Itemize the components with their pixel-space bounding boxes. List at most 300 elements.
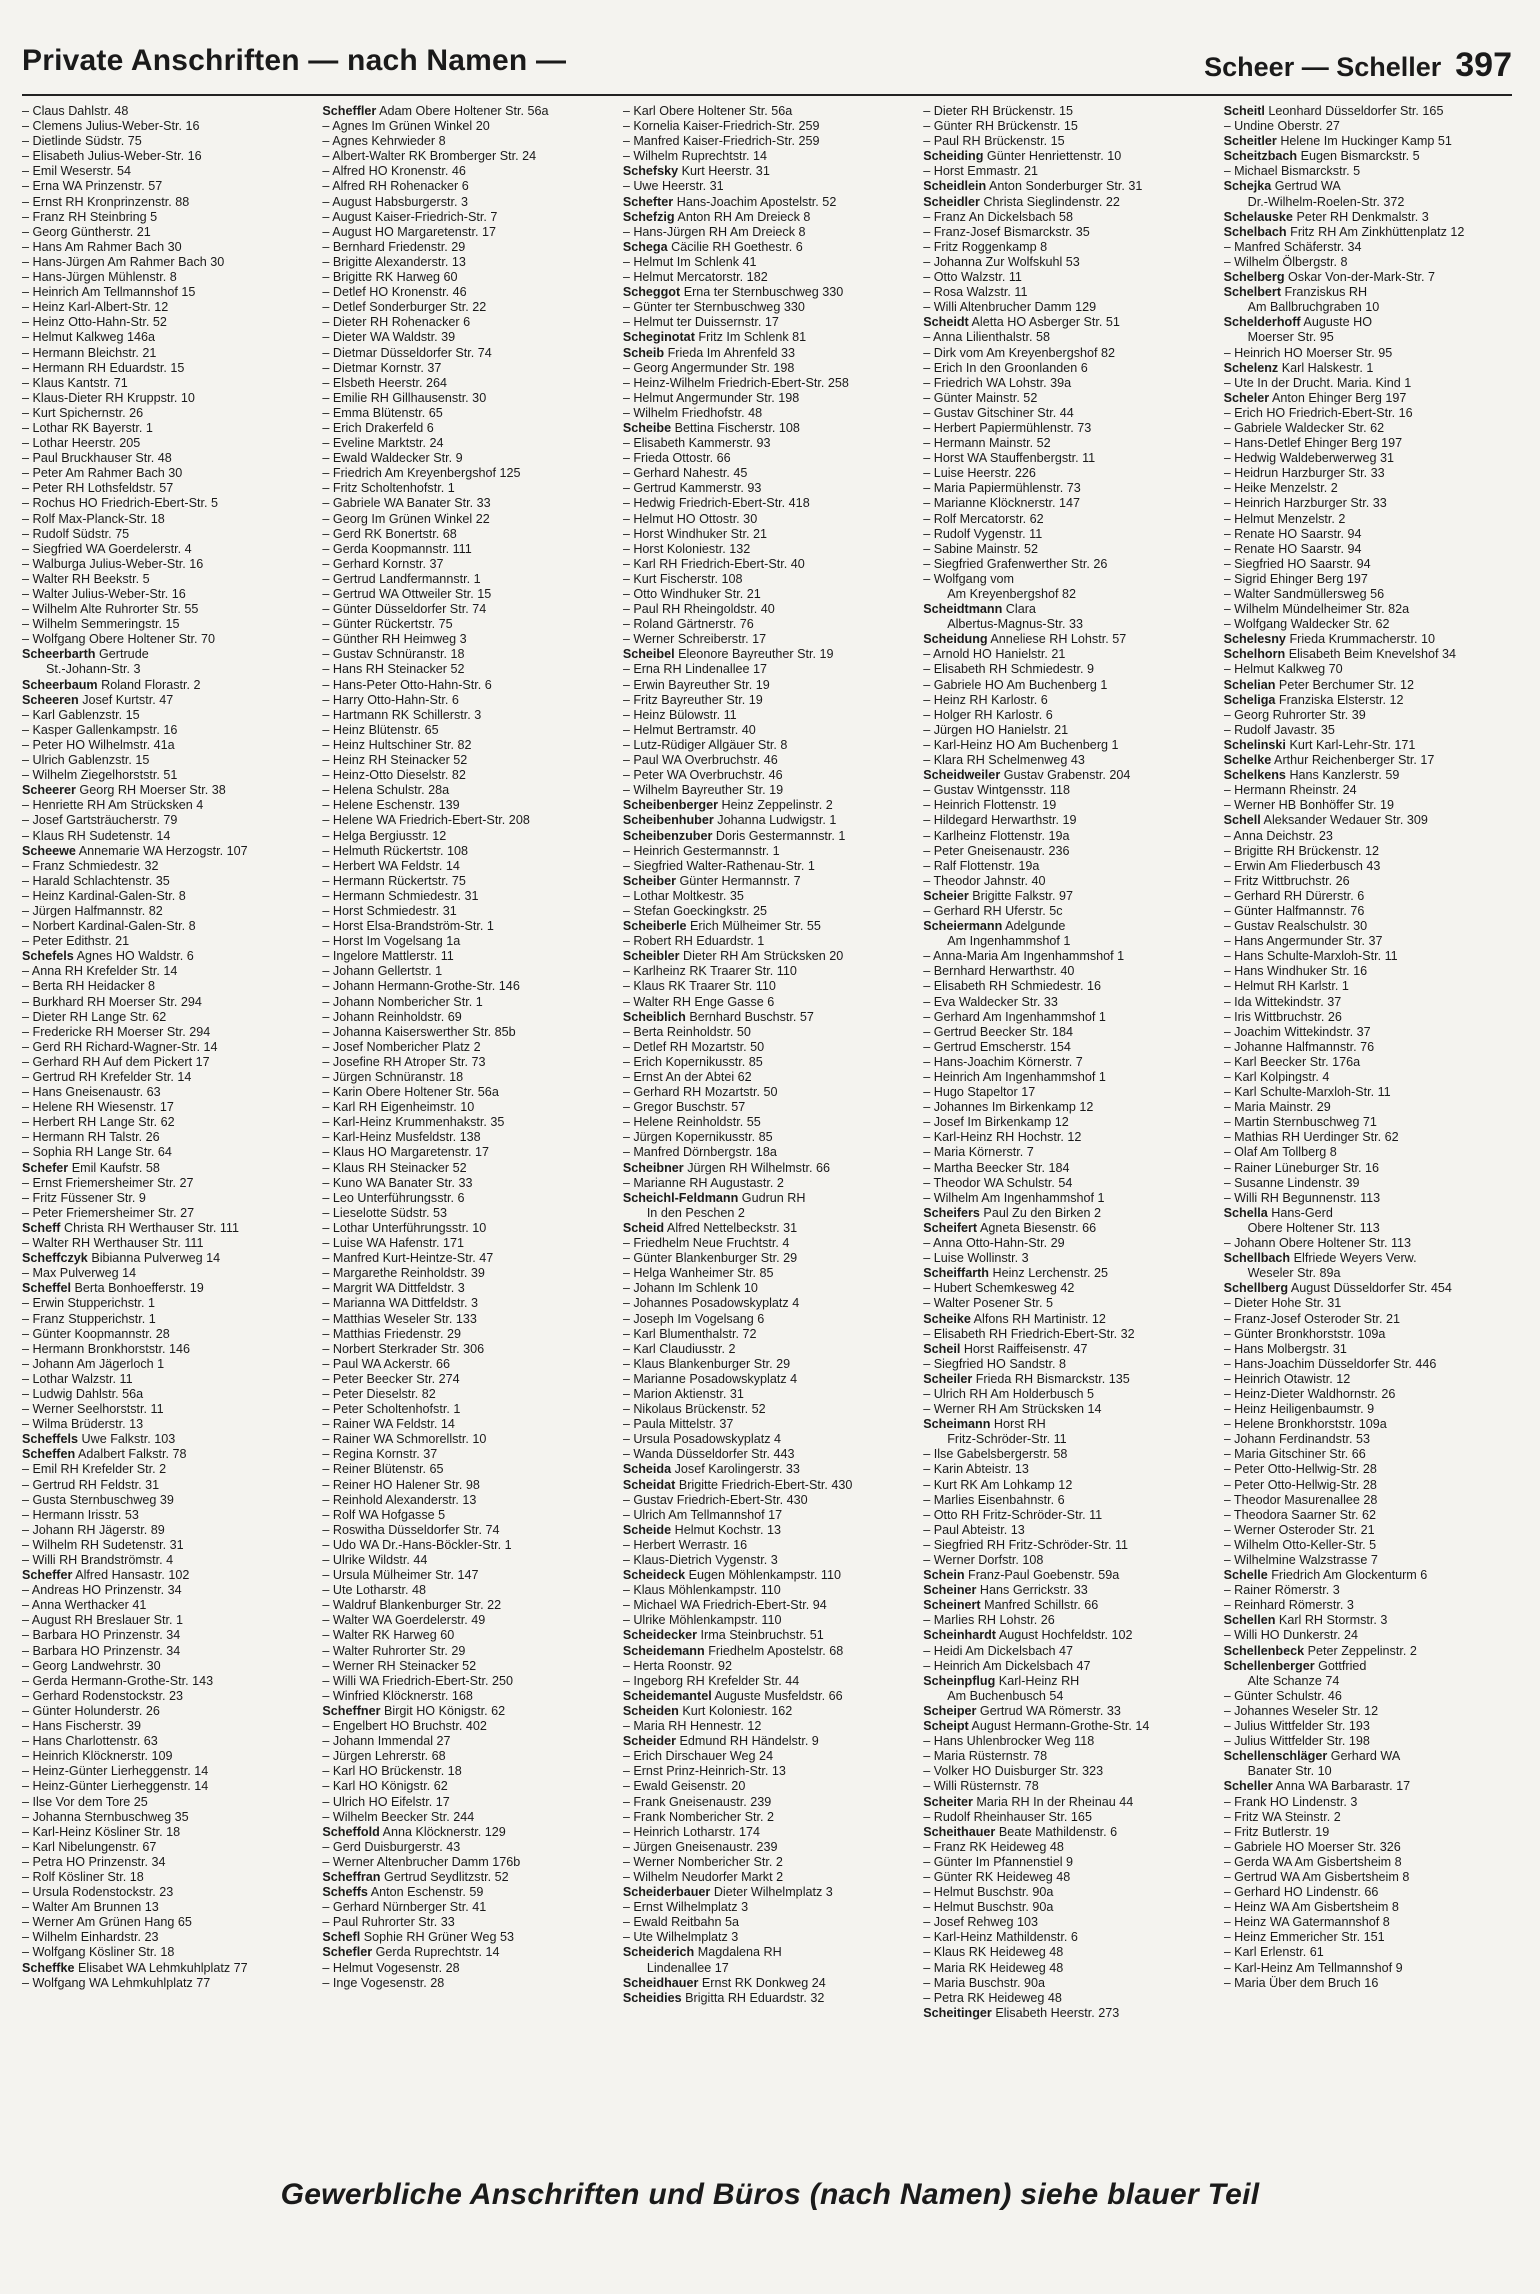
directory-entry: [1224, 723, 1518, 738]
entry-text: – Johannes Posadowskyplatz 4: [622, 1296, 800, 1311]
directory-column-3: [623, 104, 917, 2140]
entry-text: – Jürgen Halfmannstr. 82: [22, 903, 163, 918]
entry-text: – Maria Buschstr. 90a: [923, 1975, 1046, 1990]
entry-text: – Wilhelm Bayreuther Str. 19: [622, 783, 784, 798]
entry-text: – Georg Im Grünen Winkel 22: [322, 511, 490, 526]
entry-text: – Robert RH Eduardstr. 1: [622, 934, 765, 949]
directory-entry: [623, 1900, 917, 1915]
directory-entry: [1224, 1825, 1518, 1840]
directory-entry: [22, 1734, 316, 1749]
entry-text: – Wilhelm Neudorfer Markt 2: [622, 1869, 784, 1884]
entry-text: – Peter Otto-Hellwig-Str. 28: [1223, 1477, 1377, 1492]
entry-text: Brigitte Friedrich-Ebert-Str. 430: [678, 1477, 853, 1492]
entry-text: – Paul RH Rheingoldstr. 40: [622, 602, 775, 617]
directory-entry: [322, 723, 616, 738]
entry-text: Franziskus RH: [1284, 285, 1368, 300]
surname: Scheidies: [622, 1990, 682, 2005]
surname: Scheiderich: [622, 1945, 695, 1960]
entry-text: Agneta Biesenstr. 66: [979, 1220, 1097, 1235]
directory-entry: [22, 1945, 316, 1960]
surname: Scheike: [923, 1311, 971, 1326]
entry-text: – Hildegard Herwarthstr. 19: [923, 813, 1077, 828]
entry-text: – Hermann Rheinstr. 24: [1223, 783, 1357, 798]
entry-text: – Erwin Stupperichstr. 1: [22, 1296, 155, 1311]
surname: Scheid: [622, 1220, 665, 1235]
surname-entry: [923, 1674, 1217, 1689]
entry-text: – Klaus Kantstr. 71: [22, 375, 128, 390]
entry-text: – Ulrich HO Eifelstr. 17: [322, 1794, 450, 1809]
directory-entry: [623, 1447, 917, 1462]
entry-text: – Wilhelm Friedhofstr. 48: [622, 405, 763, 420]
entry-text: – Frieda Ottostr. 66: [622, 451, 731, 466]
entry-text: – Wilhelm Einhardstr. 23: [22, 1930, 159, 1945]
directory-entry: [923, 1810, 1217, 1825]
surname: Schella: [1223, 1205, 1268, 1220]
entry-text: – Dirk vom Am Kreyenbergshof 82: [923, 345, 1116, 360]
entry-text: – Maria Rüsternstr. 78: [923, 1749, 1048, 1764]
entry-text: Bettina Fischerstr. 108: [674, 420, 800, 435]
directory-entry: [22, 1523, 316, 1538]
entry-text: Peter Zeppelinstr. 2: [1307, 1643, 1417, 1658]
directory-entry: [322, 602, 616, 617]
directory-entry: [623, 964, 917, 979]
directory-entry: [1224, 934, 1518, 949]
directory-entry: [623, 119, 917, 134]
entry-text: – Hans Gneisenaustr. 63: [22, 1085, 161, 1100]
directory-entry: [322, 1598, 616, 1613]
surname: Scheffels: [22, 1432, 78, 1447]
entry-text: Anton Ehinger Berg 197: [1271, 390, 1407, 405]
directory-entry: [322, 829, 616, 844]
directory-entry: [923, 436, 1217, 451]
directory-entry: [923, 406, 1217, 421]
directory-entry: [923, 1478, 1217, 1493]
directory-entry: [322, 361, 616, 376]
entry-text: – Ulrich RH Am Holderbusch 5: [923, 1386, 1094, 1401]
entry-text: – Albert-Walter RK Bromberger Str. 24: [322, 149, 537, 164]
directory-entry: [923, 783, 1217, 798]
entry-text: Horst RH: [993, 1417, 1046, 1432]
entry-text: Alfred Hansastr. 102: [75, 1568, 190, 1583]
directory-entry: [1224, 1900, 1518, 1915]
entry-text: – Hans Schulte-Marxloh-Str. 11: [1223, 949, 1398, 964]
directory-entry: [322, 1266, 616, 1281]
directory-entry: [1224, 164, 1518, 179]
surname-entry: [1224, 391, 1518, 406]
directory-entry: [623, 904, 917, 919]
entry-text: – Walter RH Werthauser Str. 111: [22, 1236, 204, 1251]
surname-entry: [623, 1991, 917, 2006]
entry-text: Elisabeth Heerstr. 273: [995, 2005, 1120, 2020]
directory-entry: [623, 255, 917, 270]
entry-text: – Brigitte RK Harweg 60: [322, 270, 458, 285]
entry-text: – Paula Mittelstr. 37: [622, 1417, 734, 1432]
entry-text: – Jürgen Gneisenaustr. 239: [622, 1839, 778, 1854]
entry-text: – Manfred Dörnbergstr. 18a: [622, 1145, 777, 1160]
entry-text: Obere Holtener Str. 113: [1247, 1220, 1380, 1235]
entry-text: – Gabriele HO Am Buchenberg 1: [923, 677, 1108, 692]
directory-entry: [322, 1085, 616, 1100]
entry-text: – Bernhard Herwarthstr. 40: [923, 964, 1075, 979]
directory-entry: [923, 1915, 1217, 1930]
entry-text: – Hermann RH Talstr. 26: [22, 1130, 160, 1145]
entry-text: – Friedrich WA Lohstr. 39a: [923, 375, 1072, 390]
surname: Schellenschläger: [1223, 1749, 1328, 1764]
surname-entry: [1224, 210, 1518, 225]
entry-text: – Herta Roonstr. 92: [622, 1658, 733, 1673]
directory-entry: [322, 1145, 616, 1160]
directory-entry: [1224, 889, 1518, 904]
directory-entry: [1224, 1447, 1518, 1462]
surname-entry: [623, 1161, 917, 1176]
entry-text: Frieda Im Ahrenfeld 33: [667, 345, 796, 360]
entry-text: – Maria RK Heideweg 48: [923, 1960, 1064, 1975]
entry-text: – Gerhard RH Auf dem Pickert 17: [22, 1054, 210, 1069]
surname: Schellenberger: [1223, 1658, 1315, 1673]
directory-entry: [322, 708, 616, 723]
entry-text: – Matthias Friedenstr. 29: [322, 1326, 462, 1341]
entry-text: – Berta Reinholdstr. 50: [622, 1024, 751, 1039]
entry-text: – Olaf Am Tollberg 8: [1223, 1145, 1337, 1160]
directory-entry: [923, 466, 1217, 481]
entry-text: – Günter ter Sternbuschweg 330: [622, 300, 805, 315]
entry-text: – Rainer Römerstr. 3: [1223, 1583, 1340, 1598]
entry-text: – Johanna Zur Wolfskuhl 53: [923, 254, 1080, 269]
entry-text: – Heidi Am Dickelsbach 47: [923, 1643, 1074, 1658]
directory-entry: [923, 1070, 1217, 1085]
entry-text: – Peter RH Lothsfeldstr. 57: [22, 481, 174, 496]
directory-entry: [22, 1628, 316, 1643]
surname-entry: [623, 813, 917, 828]
entry-text: – Renate HO Saarstr. 94: [1223, 541, 1362, 556]
entry-text: – Helmut Vogesenstr. 28: [322, 1960, 460, 1975]
entry-text: – Erna RH Lindenallee 17: [622, 662, 768, 677]
entry-text: – Detlef HO Kronenstr. 46: [322, 285, 467, 300]
entry-text: Hans-Gerd: [1271, 1205, 1333, 1220]
entry-text: – Werner Schreiberstr. 17: [622, 632, 767, 647]
surname: Scheithauer: [923, 1824, 996, 1839]
section-title: Private Anschriften — nach Namen —: [22, 44, 567, 77]
directory-entry: [22, 527, 316, 542]
entry-text: – Hedwig Waldeberwerweg 31: [1223, 451, 1394, 466]
directory-entry: [1224, 904, 1518, 919]
entry-text: – Jürgen Lehrerstr. 68: [322, 1749, 446, 1764]
entry-text: Adelgunde: [1005, 919, 1066, 934]
directory-entry: [322, 406, 616, 421]
surname-entry: [1224, 1251, 1518, 1266]
entry-text: – Helmut RH Karlstr. 1: [1223, 979, 1349, 994]
entry-text: – Walter Sandmüllersweg 56: [1223, 587, 1385, 601]
directory-entry: [923, 753, 1217, 768]
entry-text: – Kasper Gallenkampstr. 16: [22, 722, 178, 737]
entry-text: Erich Mülheimer Str. 55: [690, 919, 821, 934]
directory-entry: [322, 738, 616, 753]
entry-text: – Erich Dirschauer Weg 24: [622, 1749, 774, 1764]
entry-text: – Johann Obere Holtener Str. 113: [1223, 1236, 1412, 1251]
surname: Scheginotat: [622, 330, 695, 345]
surname-entry: [923, 1206, 1217, 1221]
surname: Scheitl: [1223, 104, 1265, 118]
surname-entry: [623, 1191, 917, 1206]
directory-entry: [923, 527, 1217, 542]
entry-text: – Werner Nombericher Str. 2: [622, 1854, 783, 1869]
entry-text: – Detlef RH Mozartstr. 50: [622, 1039, 765, 1054]
directory-entry: [322, 979, 616, 994]
entry-text: – Maria Gitschiner Str. 66: [1223, 1447, 1366, 1462]
directory-entry: [1224, 1462, 1518, 1477]
entry-text: Gerda Ruprechtstr. 14: [375, 1945, 500, 1960]
entry-text: Maria RH In der Rheinau 44: [976, 1794, 1134, 1809]
entry-text: – Peter HO Wilhelmstr. 41a: [22, 737, 175, 752]
entry-text: – Rolf WA Hofgasse 5: [322, 1507, 446, 1522]
entry-text: Auguste HO: [1303, 315, 1373, 330]
directory-entry: [322, 647, 616, 662]
entry-continuation: [923, 587, 1217, 602]
entry-text: – Rainer WA Feldstr. 14: [322, 1417, 455, 1432]
entry-text: – Gabriele Waldecker Str. 62: [1223, 420, 1385, 435]
entry-text: – Nikolaus Brückenstr. 52: [622, 1402, 766, 1417]
directory-entry: [22, 557, 316, 572]
surname-entry: [22, 1432, 316, 1447]
surname-entry: [623, 1945, 917, 1960]
directory-entry: [22, 708, 316, 723]
surname: Scheiding: [923, 149, 984, 164]
entry-text: – Paul WA Ackerstr. 66: [322, 1356, 451, 1371]
directory-entry: [22, 1100, 316, 1115]
entry-text: – Reinhard Römerstr. 3: [1223, 1598, 1354, 1613]
directory-entry: [22, 1870, 316, 1885]
entry-text: – Johann Ferdinandstr. 53: [1223, 1432, 1370, 1447]
directory-entry: [923, 481, 1217, 496]
directory-entry: [22, 376, 316, 391]
directory-entry: [322, 1100, 616, 1115]
directory-entry: [322, 134, 616, 149]
directory-entry: [322, 391, 616, 406]
directory-entry: [923, 542, 1217, 557]
entry-text: Cäcilie RH Goethestr. 6: [671, 239, 803, 254]
directory-entry: [1224, 542, 1518, 557]
directory-entry: [923, 1840, 1217, 1855]
directory-entry: [322, 285, 616, 300]
directory-entry: [623, 889, 917, 904]
surname-entry: [22, 949, 316, 964]
entry-text: – Heinrich Am Dickelsbach 47: [923, 1658, 1091, 1673]
directory-entry: [1224, 1327, 1518, 1342]
directory-entry: [1224, 1870, 1518, 1885]
directory-entry: [623, 1055, 917, 1070]
entry-text: – Johannes Weseler Str. 12: [1223, 1703, 1379, 1718]
directory-entry: [1224, 1704, 1518, 1719]
directory-entry: [923, 1961, 1217, 1976]
entry-text: Franziska Elsterstr. 12: [1278, 692, 1404, 707]
entry-text: Emil Kaufstr. 58: [71, 1160, 160, 1175]
directory-entry: [1224, 1689, 1518, 1704]
entry-text: – Josef Im Birkenkamp 12: [923, 1115, 1069, 1130]
directory-entry: [322, 693, 616, 708]
surname: Scheiter: [923, 1794, 973, 1809]
surname: Scheerer: [22, 783, 76, 798]
entry-text: – Johann Hermann-Grothe-Str. 146: [322, 979, 520, 994]
directory-entry: [322, 1915, 616, 1930]
entry-text: Gertrud WA Römerstr. 33: [979, 1703, 1121, 1718]
directory-entry: [923, 1991, 1217, 2006]
entry-text: – Peter Gneisenaustr. 236: [923, 843, 1070, 858]
entry-text: – Günter Schulstr. 46: [1223, 1688, 1342, 1703]
entry-text: Albertus-Magnus-Str. 33: [947, 617, 1084, 632]
directory-entry: [923, 1493, 1217, 1508]
directory-entry: [322, 1900, 616, 1915]
entry-text: – Johanna Kaiserswerther Str. 85b: [322, 1024, 516, 1039]
entry-text: – Kurt Spichernstr. 26: [22, 405, 144, 420]
entry-text: – Franz RK Heideweg 48: [923, 1839, 1064, 1854]
entry-text: – Gerda Hermann-Grothe-Str. 143: [22, 1673, 214, 1688]
directory-entry: [923, 723, 1217, 738]
directory-entry: [322, 904, 616, 919]
surname-entry: [623, 1568, 917, 1583]
surname: Scheggot: [622, 285, 681, 300]
directory-entry: [623, 1100, 917, 1115]
entry-continuation: [1224, 195, 1518, 210]
entry-text: – Wilhelm Ruprechtstr. 14: [622, 149, 767, 164]
entry-text: – Wolfgang WA Lehmkuhlplatz 77: [22, 1975, 211, 1990]
entry-text: – Wilhelm Mündelheimer Str. 82a: [1223, 602, 1410, 617]
entry-text: Günter Henriettenstr. 10: [986, 149, 1122, 164]
entry-text: – Dieter Hohe Str. 31: [1223, 1296, 1342, 1311]
entry-text: – Peter Am Rahmer Bach 30: [22, 466, 183, 481]
directory-entry: [923, 330, 1217, 345]
entry-text: Anneliese RH Lohstr. 57: [990, 632, 1127, 647]
entry-text: Gertrude: [99, 647, 149, 662]
entry-text: – Peter Otto-Hellwig-Str. 28: [1223, 1462, 1377, 1477]
surname: Scheibe: [622, 420, 672, 435]
directory-entry: [322, 1613, 616, 1628]
surname: Schelbert: [1223, 285, 1282, 300]
directory-entry: [322, 451, 616, 466]
directory-entry: [322, 346, 616, 361]
directory-entry: [322, 270, 616, 285]
directory-entry: [923, 421, 1217, 436]
directory-entry: [1224, 421, 1518, 436]
surname-entry: [923, 1417, 1217, 1432]
directory-entry: [1224, 1357, 1518, 1372]
directory-entry: [923, 119, 1217, 134]
entry-text: – Jürgen Kopernikusstr. 85: [622, 1130, 773, 1145]
directory-entry: [923, 1327, 1217, 1342]
directory-entry: [322, 1810, 616, 1825]
entry-text: – Siegfried RH Fritz-Schröder-Str. 11: [923, 1537, 1129, 1552]
directory-entry: [322, 119, 616, 134]
surname: Schelderhoff: [1223, 315, 1301, 330]
directory-entry: [322, 496, 616, 511]
directory-entry: [322, 768, 616, 783]
directory-entry: [923, 1191, 1217, 1206]
entry-text: – Helene WA Friedrich-Ebert-Str. 208: [322, 813, 530, 828]
directory-entry: [322, 1357, 616, 1372]
directory-entry: [623, 1840, 917, 1855]
entry-text: – Bernhard Friedenstr. 29: [322, 239, 466, 254]
surname-entry: [923, 1568, 1217, 1583]
entry-text: – Hans-Joachim Düsseldorfer Str. 446: [1223, 1356, 1437, 1371]
directory-entry: [22, 1930, 316, 1945]
directory-entry: [22, 1236, 316, 1251]
directory-entry: [623, 587, 917, 602]
entry-text: – Gertrud Emscherstr. 154: [923, 1039, 1071, 1054]
directory-entry: [623, 844, 917, 859]
entry-text: – Franz Schmiedestr. 32: [22, 858, 159, 873]
entry-text: – Herbert Papiermühlenstr. 73: [923, 420, 1092, 435]
entry-text: – Emil RH Krefelder Str. 2: [22, 1462, 167, 1477]
entry-text: In den Peschen 2: [646, 1205, 745, 1220]
directory-entry: [923, 104, 1217, 119]
page-number: 397: [1455, 46, 1512, 84]
entry-continuation: [1224, 330, 1518, 345]
entry-text: – Walter RH Beekstr. 5: [22, 571, 150, 586]
directory-entry: [1224, 1855, 1518, 1870]
entry-text: Manfred Schillstr. 66: [984, 1598, 1099, 1613]
directory-entry: [923, 708, 1217, 723]
entry-text: – Werner Osteroder Str. 21: [1223, 1522, 1375, 1537]
surname-entry: [1224, 149, 1518, 164]
directory-entry: [322, 1387, 616, 1402]
directory-entry: [923, 874, 1217, 889]
directory-entry: [22, 451, 316, 466]
surname: Scheitinger: [923, 2005, 992, 2020]
directory-entry: [623, 1764, 917, 1779]
directory-entry: [623, 315, 917, 330]
entry-text: – Heinz Otto-Hahn-Str. 52: [22, 315, 167, 330]
entry-text: – Rolf Kösliner Str. 18: [22, 1869, 144, 1884]
surname: Scheibenzuber: [622, 828, 713, 843]
directory-entry: [1224, 919, 1518, 934]
surname: Schelesny: [1223, 632, 1286, 647]
directory-entry: [22, 738, 316, 753]
directory-entry: [22, 1779, 316, 1794]
surname-entry: [623, 285, 917, 300]
directory-entry: [322, 1795, 616, 1810]
directory-entry: [22, 1976, 316, 1991]
directory-entry: [1224, 662, 1518, 677]
directory-entry: [322, 572, 616, 587]
entry-text: – Anna RH Krefelder Str. 14: [22, 964, 178, 979]
entry-text: – Hans Fischerstr. 39: [22, 1719, 141, 1734]
entry-text: – Hartmann RK Schillerstr. 3: [322, 707, 482, 722]
entry-text: – Michael WA Friedrich-Ebert-Str. 94: [622, 1598, 827, 1613]
entry-text: Bernhard Buschstr. 57: [689, 1009, 814, 1024]
entry-text: – Marion Aktienstr. 31: [622, 1386, 744, 1401]
entry-text: – Joseph Im Vogelsang 6: [622, 1311, 765, 1326]
directory-entry: [322, 1493, 616, 1508]
directory-entry: [22, 1312, 316, 1327]
directory-entry: [1224, 1085, 1518, 1100]
entry-text: – Wanda Düsseldorfer Str. 443: [622, 1447, 795, 1462]
entry-text: – Wolfgang vom: [923, 571, 1014, 586]
directory-entry: [322, 587, 616, 602]
directory-entry: [623, 466, 917, 481]
entry-text: – Heinz RH Karlostr. 6: [923, 692, 1048, 707]
entry-text: – Karin Obere Holtener Str. 56a: [322, 1085, 499, 1100]
directory-entry: [1224, 451, 1518, 466]
directory-entry: [923, 1251, 1217, 1266]
directory-entry: [322, 678, 616, 693]
entry-text: – Ida Wittekindstr. 37: [1223, 994, 1342, 1009]
directory-entry: [22, 768, 316, 783]
entry-text: – Karl Gablenzstr. 15: [22, 707, 140, 722]
directory-entry: [1224, 995, 1518, 1010]
entry-text: – Franz Stupperichstr. 1: [22, 1311, 156, 1326]
directory-entry: [22, 723, 316, 738]
entry-text: – Erwin Bayreuther Str. 19: [622, 677, 770, 692]
directory-entry: [623, 512, 917, 527]
